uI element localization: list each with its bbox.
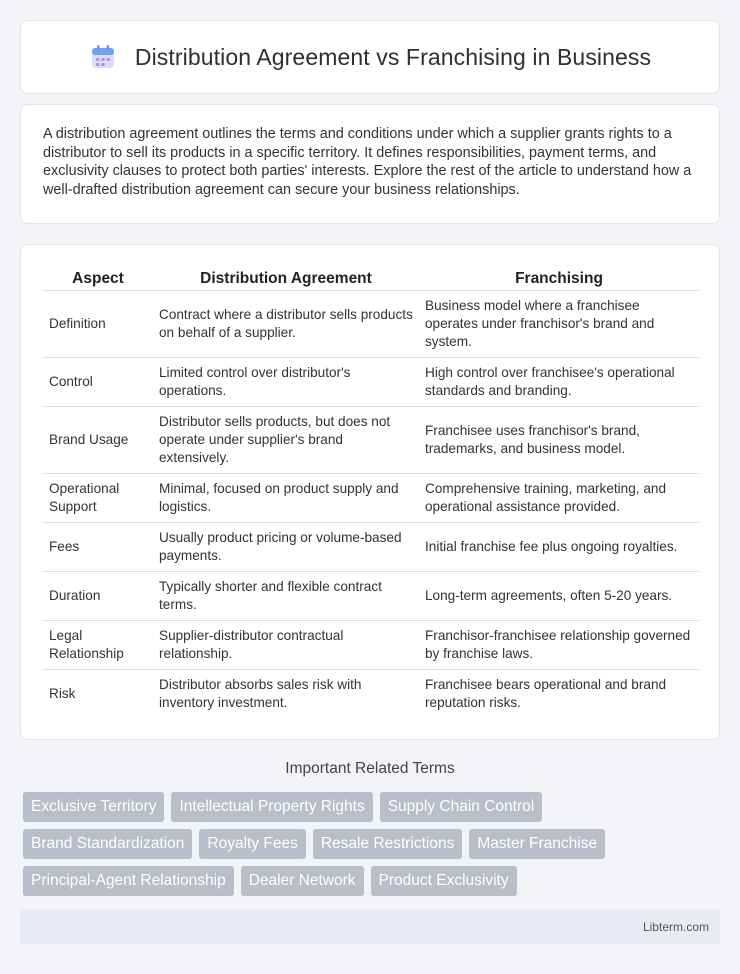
table-row [43,620,699,669]
cell-aspect: Duration [43,571,153,620]
cell-distribution: Distributor sells products, but does not operate under supplier's brand extensively. [153,406,419,473]
related-terms-tags [23,792,723,903]
intro-text: A distribution agreement outlines the terms and conditions under which a supplier grants rights to a distributor to sell its products in a specific territory. It defines responsibilities, payment terms, and exclusivity clauses to protect both parties' interests. Explore the rest of the article to understand how a well-drafted distribution agreement can secure your business relationships. [43,126,692,198]
cell-aspect: Definition [43,290,153,357]
tag-master-franchise[interactable]: Master Franchise [469,829,605,859]
table-row [43,571,699,620]
cell-distribution: Usually product pricing or volume-based payments. [153,522,419,571]
header-aspect: Aspect [43,265,153,290]
cell-franchising: High control over franchisee's operational standards and branding. [419,357,699,406]
tag-intellectual-property-rights[interactable]: Intellectual Property Rights [171,792,372,822]
tag-resale-restrictions[interactable]: Resale Restrictions [313,829,463,859]
cell-franchising: Franchisee uses franchisor's brand, trademarks, and business model. [419,406,699,473]
cell-aspect: Brand Usage [43,406,153,473]
comparison-card [20,244,720,740]
cell-distribution: Distributor absorbs sales risk with inventory investment. [159,676,362,710]
table-row [43,669,699,718]
tag-brand-standardization[interactable]: Brand Standardization [23,829,192,859]
table-row [43,406,699,473]
table-row [43,290,699,357]
cell-franchising: Franchisee bears operational and brand reputation risks. [425,676,667,710]
cell-aspect: Fees [43,522,153,571]
cell-distribution: Minimal, focused on product supply and logistics. [153,473,419,522]
tag-row [23,792,723,822]
cell-franchising: Long-term agreements, often 5-20 years. [419,571,699,620]
cell-franchising: Initial franchise fee plus ongoing royalties. [419,522,699,571]
table-row [43,357,699,406]
cell-aspect: Operational Support [43,473,153,522]
table-header-row [43,265,699,290]
tag-royalty-fees[interactable]: Royalty Fees [199,829,305,859]
tag-product-exclusivity[interactable]: Product Exclusivity [371,866,517,896]
table-row [43,473,699,522]
tag-row [23,866,723,896]
header-distribution: Distribution Agreement [153,265,419,290]
calendar-icon [89,43,117,71]
footer-site-link[interactable]: Libterm.com [642,920,709,934]
cell-franchising: Business model where a franchisee operates under franchisor's brand and system. [419,290,699,357]
cell-franchising: Franchisor-franchisee relationship governed by franchise laws. [419,620,699,669]
cell-aspect: Control [43,357,153,406]
tag-principal-agent-relationship[interactable]: Principal-Agent Relationship [23,866,234,896]
title-wrap [89,43,651,71]
cell-distribution: Typically shorter and flexible contract terms. [153,571,419,620]
cell-aspect: Legal Relationship [43,620,153,669]
cell-distribution: Supplier-distributor contractual relationship. [153,620,419,669]
tag-supply-chain-control[interactable]: Supply Chain Control [380,792,542,822]
page-title: Distribution Agreement vs Franchising in Business [134,43,652,70]
cell-distribution: Contract where a distributor sells products on behalf of a supplier. [153,290,419,357]
tag-row [23,829,723,859]
cell-franchising: Comprehensive training, marketing, and operational assistance provided. [419,473,699,522]
related-terms-title: Important Related Terms [285,760,455,777]
comparison-table [43,265,699,718]
intro-card [20,104,720,224]
cell-distribution: Limited control over distributor's operations. [153,357,419,406]
tag-dealer-network[interactable]: Dealer Network [241,866,364,896]
header-franchising: Franchising [419,265,699,290]
tag-exclusive-territory[interactable]: Exclusive Territory [23,792,164,822]
table-row [43,522,699,571]
footer [20,910,720,944]
cell-aspect: Risk [49,685,76,701]
header-card [20,20,720,94]
